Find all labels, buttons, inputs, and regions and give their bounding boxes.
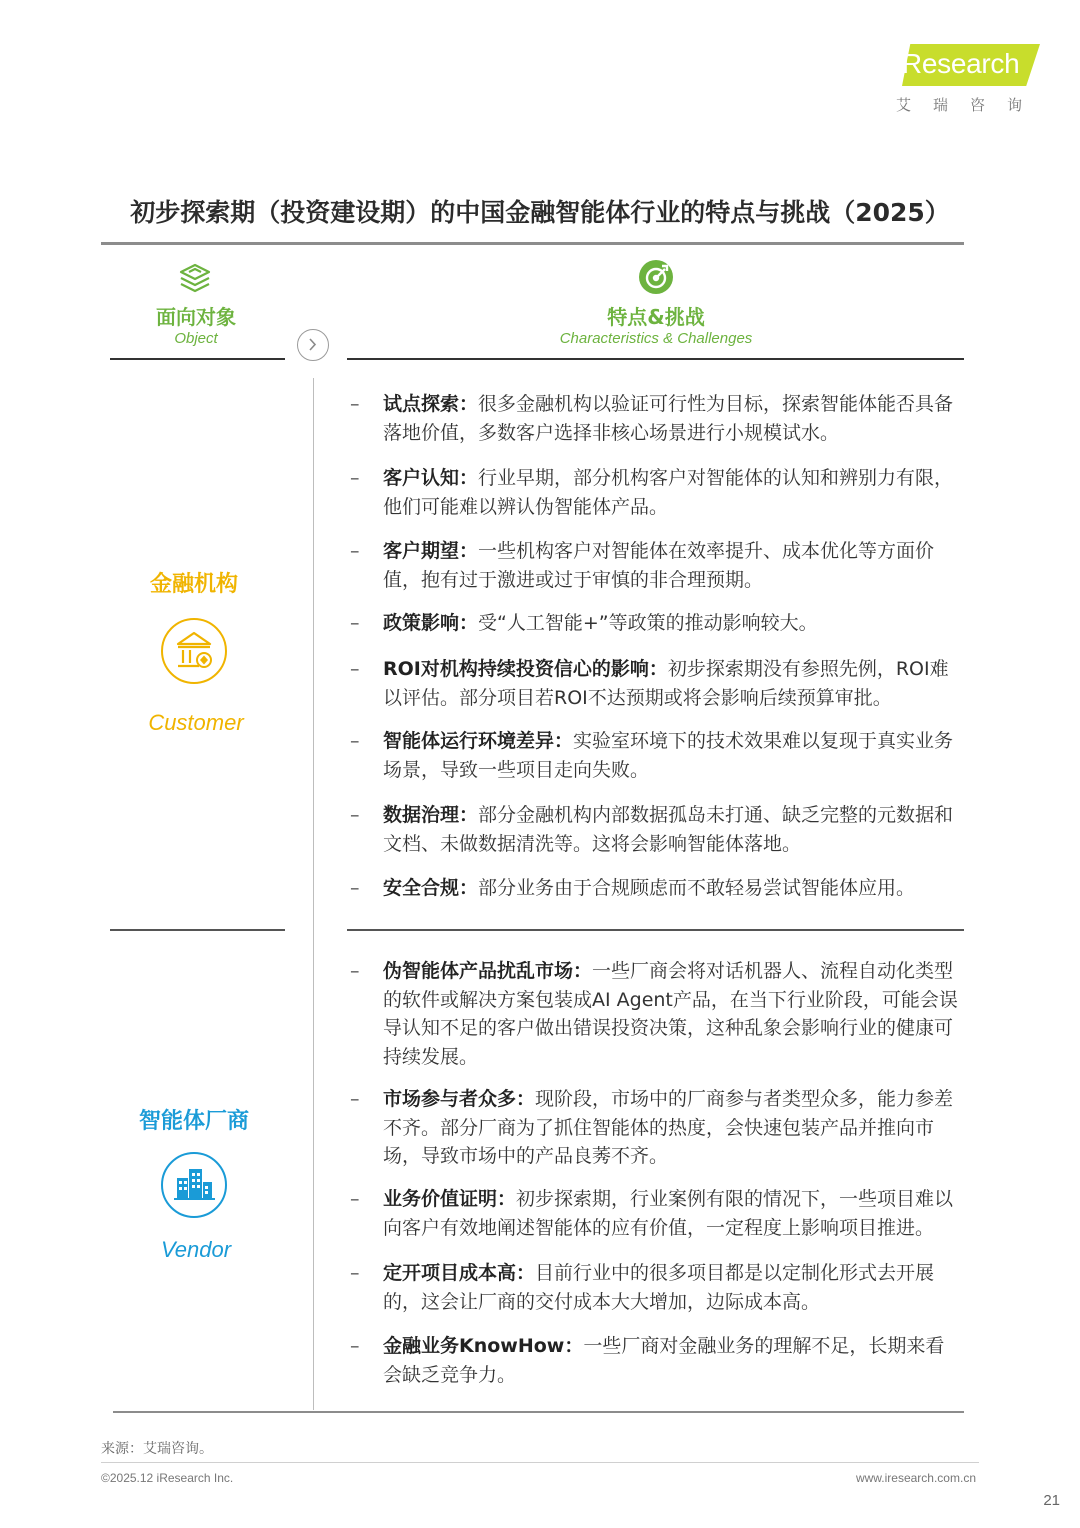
- item-term: 定开项目成本高：: [383, 1262, 536, 1284]
- footer-divider: [101, 1462, 979, 1463]
- item-term: 金融业务KnowHow：: [383, 1335, 584, 1357]
- table-bottom-rule: [113, 1411, 964, 1413]
- chevron-right-icon: [297, 329, 329, 361]
- item-text: 受“人工智能+”等政策的推动影响较大。: [478, 612, 818, 634]
- object-sublabel: Object: [174, 330, 218, 347]
- item-term: 数据治理：: [383, 804, 479, 826]
- customer-en: Customer: [148, 710, 244, 735]
- column-divider: [313, 378, 314, 1410]
- characteristics-sublabel: Characteristics & Challenges: [559, 330, 753, 347]
- item-text: 一些厂商对金融业务的理解不足，长期来看会缺乏竞争力。: [383, 1335, 945, 1386]
- customer-bottom-rule: [110, 929, 285, 931]
- item-text: 很多金融机构以验证可行性为目标，探索智能体能否具备落地价值，多数客户选择非核心场景进行小规模试水。: [383, 393, 954, 444]
- page-title: 初步探索期（投资建设期）的中国金融智能体行业的特点与挑战（2025）: [130, 198, 950, 227]
- characteristics-header-rule: [347, 358, 964, 360]
- item-term: 客户期望：: [383, 540, 479, 562]
- item-text: 实验室环境下的技术效果难以复现于真实业务场景，导致一些项目走向失败。: [383, 730, 954, 781]
- object-icon: [175, 258, 215, 302]
- item-term: 试点探索：: [383, 393, 479, 415]
- vendor-title: 智能体厂商: [138, 1109, 249, 1134]
- iresearch-logo: [896, 44, 1046, 114]
- target-icon: [636, 257, 676, 301]
- item-term: 伪智能体产品扰乱市场：: [383, 960, 593, 982]
- title-divider: [101, 242, 964, 245]
- item-text: 部分业务由于合规顾虑而不敢轻易尝试智能体应用。: [478, 877, 916, 899]
- object-header-rule: [110, 358, 285, 360]
- item-text: 一些厂商会将对话机器人、流程自动化类型的软件或解决方案包装成AI Agent产品，在当下行业阶段，可能会误导认知不足的客户做出错误投资决策，这种乱象会影响行业的健康可持续发展。: [383, 960, 958, 1068]
- item-text: 初步探索期，行业案例有限的情况下，一些项目难以向客户有效地阐述智能体的应有价值，一定程度上影响项目推进。: [383, 1188, 954, 1239]
- copyright: ©2025.12 iResearch Inc.: [101, 1471, 234, 1485]
- item-text: 一些机构客户对智能体在效率提升、成本优化等方面价值，抱有过于激进或过于审慎的非合理预期。: [383, 540, 935, 591]
- item-text: 初步探索期没有参照先例，ROI难以评估。部分项目若ROI不达预期或将会影响后续预算审批。: [383, 658, 949, 709]
- buildings-icon: [159, 1150, 229, 1224]
- logo-cn-text: 艾瑞咨询: [896, 96, 1045, 114]
- characteristics-label: 特点&挑战: [607, 305, 705, 329]
- item-term: 客户认知：: [383, 467, 479, 489]
- item-term: 市场参与者众多：: [383, 1088, 536, 1110]
- bank-icon: [159, 616, 229, 690]
- page-number: 21: [1043, 1492, 1060, 1509]
- item-term: ROI对机构持续投资信心的影响：: [383, 658, 668, 680]
- item-term: 安全合规：: [383, 877, 479, 899]
- source-note: 来源：艾瑞咨询。: [101, 1441, 213, 1457]
- object-label: 面向对象: [156, 305, 236, 329]
- website-url: www.iresearch.com.cn: [855, 1471, 976, 1485]
- item-text: 现阶段，市场中的厂商参与者类型众多，能力参差不齐。部分厂商为了抓住智能体的热度，会快速包装产品并推向市场，导致市场中的产品良莠不齐。: [383, 1088, 954, 1167]
- item-text: 目前行业中的很多项目都是以定制化形式去开展的，这会让厂商的交付成本大大增加，边际成本高。: [383, 1262, 935, 1313]
- logo-wordmark: iResearch: [896, 48, 1020, 79]
- vendor-en: Vendor: [160, 1237, 232, 1262]
- item-text: 行业早期，部分机构客户对智能体的认知和辨别力有限，他们可能难以辨认伪智能体产品。: [383, 467, 954, 518]
- customer-title: 金融机构: [149, 572, 238, 597]
- item-term: 智能体运行环境差异：: [383, 730, 574, 752]
- section-divider: [347, 929, 964, 931]
- item-text: 部分金融机构内部数据孤岛未打通、缺乏完整的元数据和文档、未做数据清洗等。这将会影响智能体落地。: [383, 804, 954, 855]
- item-term: 业务价值证明：: [383, 1188, 517, 1210]
- item-term: 政策影响：: [383, 612, 479, 634]
